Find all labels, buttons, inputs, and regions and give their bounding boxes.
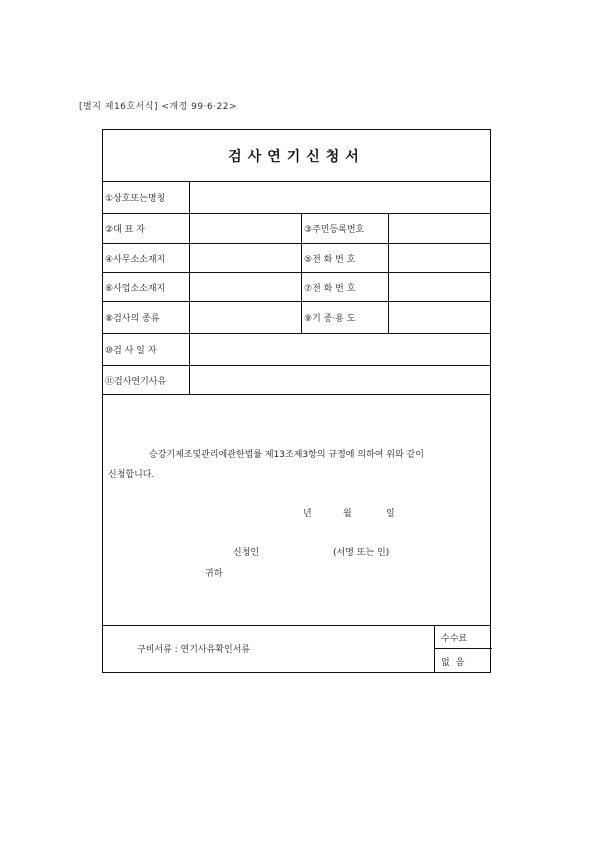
- signature-label: (서명 또는 인): [333, 548, 390, 558]
- date-month: 월: [343, 509, 352, 519]
- row-postpone-reason: [103, 366, 490, 395]
- trade-name-field[interactable]: [189, 182, 492, 213]
- business-address-field[interactable]: [189, 273, 301, 301]
- page-title: 검사연기신청서: [228, 148, 365, 165]
- row-inspection-date: [103, 334, 490, 366]
- postpone-reason-field[interactable]: [189, 366, 492, 394]
- fee-label: 수수료: [435, 626, 492, 649]
- date-year: 년: [303, 509, 312, 519]
- date-day: 일: [386, 509, 395, 519]
- postpone-reason-label: ⑪검사연기사유: [105, 376, 167, 387]
- business-phone-field[interactable]: [388, 273, 492, 301]
- applicant-label: 신청인: [233, 548, 260, 558]
- business-address-label: ⑥사업소소재지: [105, 283, 166, 294]
- representative-label: ②대 표 자: [105, 225, 145, 235]
- statement-area: [103, 395, 490, 626]
- inspection-type-field[interactable]: [189, 302, 301, 333]
- model-purpose-field[interactable]: [388, 302, 492, 333]
- inspection-date-field[interactable]: [189, 334, 492, 365]
- fee-value: 없음: [441, 657, 471, 668]
- addressee-label: 귀하: [205, 569, 223, 579]
- row-inspection-type: [103, 302, 490, 334]
- fee-box: [434, 626, 492, 673]
- model-purpose-label: ⑨기 종·용 도: [301, 302, 388, 333]
- inspection-date-label: ⑩검 사 일 자: [105, 346, 157, 356]
- resident-number-field[interactable]: [388, 214, 492, 243]
- row-business: [103, 273, 490, 302]
- trade-name-label: ①상호또는명칭: [105, 194, 166, 204]
- required-documents: 구비서류 : 연기사유확인서류: [137, 645, 251, 655]
- title-row: [103, 130, 490, 182]
- business-phone-label: ⑦전 화 번 호: [301, 273, 388, 301]
- row-trade-name: [103, 182, 490, 214]
- inspection-type-label: ⑧검사의 종류: [105, 314, 160, 324]
- statement-line-2: 신청합니다.: [108, 470, 155, 480]
- office-address-field[interactable]: [189, 244, 301, 272]
- office-phone-label: ⑤전 화 번 호: [301, 244, 388, 272]
- footer-row: [103, 626, 490, 673]
- row-office: [103, 244, 490, 273]
- resident-number-label: ③주민등록번호: [301, 214, 388, 243]
- representative-field[interactable]: [189, 214, 301, 243]
- office-phone-field[interactable]: [388, 244, 492, 272]
- form-reference: [별지 제16호서식] <개정 99·6·22>: [79, 102, 238, 112]
- application-form: [102, 129, 491, 673]
- statement-line-1: 승강기제조및관리에관한법률 제13조제3항의 규정에 의하여 위와 같이: [149, 450, 424, 460]
- office-address-label: ④사무소소재지: [105, 254, 166, 265]
- row-representative: [103, 214, 490, 244]
